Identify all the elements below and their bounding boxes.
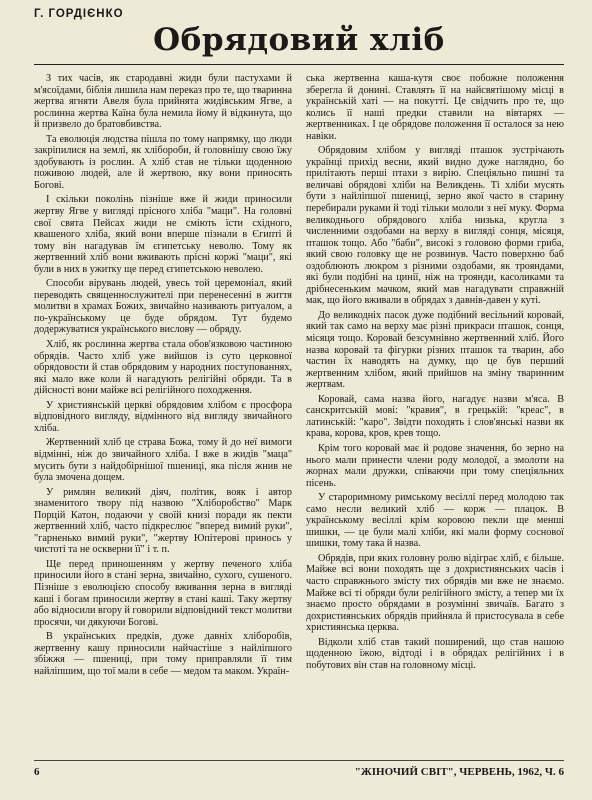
- paragraph: У староримному римському весіллі перед молодою так само несли великий хліб — корж — плацок. В українському весіллі крім коровою пекли ще менші шишки, — це були малі хліби, які мали форму соснової шишки, тому така й назва.: [306, 492, 564, 550]
- paragraph: Способи вірувань людей, увесь той церемоніал, який переводять священнослужителі при перенесенні в життя молитви в храмах Божих, звичайно називають ритуалом, а по-українському це буде обрядом. Тут будемо додержуватися українського вислову — обряду.: [34, 278, 292, 336]
- paragraph: До великодніх пасок дуже подібний весільний коровай, який так само на верху має різні прикраси пташок, сонця, місяця тощо. Коровай безсумнівно жертвенний хліб. Його назва коровай та фігурки різних пташок та тварин, або частин їх наводять на думку, що це був перший жертвенним хлібом, який прийшов на зміну тваринним жертвам.: [306, 309, 564, 391]
- paragraph: Коровай, сама назва його, нагадує назви м'яса. В санскритській мові: "кравия", в грецькій: "креас", в латинській: "каро". Звідти походять і слов'янські назви як крава, корова, кров, крев тощо.: [306, 393, 564, 440]
- footer-rule: [34, 760, 564, 761]
- paragraph: У римлян великий діяч, політик, вояк і автор знаменитого твору під назвою "Хліборобство" Марк Порцій Катон, подаючи у своїй книзі поради як пекти жертвенний хліб, часто підкреслює "вперед вимий руки", "гарненько вимий руки", "жертву Юпітерові принось у чистоті та не оскверни її" і т. п.: [34, 486, 292, 556]
- author-name: Г. ГОРДІЄНКО: [34, 8, 124, 20]
- journal-credit: "ЖІНОЧИЙ СВІТ", ЧЕРВЕНЬ, 1962, Ч. 6: [354, 766, 564, 778]
- right-column: [306, 73, 564, 674]
- paragraph: Відколи хліб став такий поширений, що став нашою щоденною їжою, відтоді і в обрядах релігійних і в побутових він став на головному місці.: [306, 636, 564, 671]
- paragraph: Хліб, як рослинна жертва стала обов'язковою частиною обрядів. Часто хліб уже вийшов із суто церковної обрядовости й став обрядовим у народних поступованнях, які мало вже коли й нагадують релігійні обряди. Та в дійсності вони майже всі релігійного походження.: [34, 339, 292, 397]
- paragraph: Крім того коровай має й родове значення, бо зерно на нього мали принести члени роду молодої, а змолоти на жорнах мали дружки, співаючи при тому спеціяльних пісень.: [306, 442, 564, 489]
- paragraph: Ще перед приношенням у жертву печеного хліба приносили його в стані зерна, звичайно, сухого, сушеного. Пізніше з еволюцією способу вживання зерна в вигляді каші і богам приносили жертву в стані каші. Таку жертву або відносили вгору й говорили відповідний текст молитви просячи, чи дякуючи Богові.: [34, 558, 292, 628]
- title-rule: [34, 64, 564, 65]
- paragraph: Та еволюція людства пішла по тому напрямку, що люди закріпилися на землі, як хлібороби, й головнішу свою їжу здобувають із рослин. А хліб став не тільки щоденною поживою людей, але й жертвою, яку вони приносять Богові.: [34, 133, 292, 191]
- left-column: [34, 73, 292, 680]
- paragraph: Жертвенний хліб це страва Божа, тому й до неї вимоги відмінні, ніж до звичайного хліба. І вже в жидів "маца" мусить бути з найдобірнішої пшениці, яка після жнив не була змочена дощем.: [34, 437, 292, 484]
- paragraph: ська жертвенна каша-кутя своє побожне положення зберегла й донині. Ставлять її на найсвятішому місці в українській хаті — на покутті. Це свідчить про те, що колись її наші предки ставили на вівтарях — жертвенниках. І це обрядове положення її осталося за нею навіки.: [306, 73, 564, 142]
- paragraph: У християнській церкві обрядовим хлібом є просфора відповідного вигляду, відмінного від вигляду звичайного хліба.: [34, 399, 292, 434]
- paragraph: Обрядовим хлібом у вигляді пташок зустрічають українці прихід весни, який видно дуже наглядно, бо прилітають перші птахи з вирію. Спеціяльно пишні та величаві обрядові хліби на Великдень. Ті хліби мусять бути з найліпшої пшениці, зерно якої часто в старину перебирали руками й тоді тільки мололи з неї муку. Форма великоднього обрядового хліба низька, кругла з численними оздобами на верху в вигляді сонця, місяця, пташок тощо. Або "баби", високі з головою форми гриба, який свою головку ще не розвинув. Часто поверхню баб оздоблюють люкром з різними оздобами, як трояндами, які були подібні на цинії, ніж на троянди, касоликами та дрібнесеньким мачком, який мав нагадувати справжній мак, що його вживали в обрядах з давнів-давен у куті.: [306, 145, 564, 307]
- paragraph: Обрядів, при яких головну ролю відіграє хліб, є більше. Майже всі вони походять ще з дохристиянських часів і часто справжнього змісту тих обрядів ми вже не знаємо. Майже всі ті обряди були релігійного змісту, а тепер ми їх знаємо просто обрядами в розумінні звичаїв. Багато з дохристиянських обрядів прийняла й пристосувала в себе християнська церква.: [306, 552, 564, 634]
- paragraph: В українських предків, дуже давніх хліборобів, жертвенну кашу приносили найчастіше з найліпшого збіжжя — пшениці, при тому приправляли її тим найліпшим, що тої мали в себе — медом та маком. Україн-: [34, 631, 292, 677]
- paragraph: З тих часів, як стародавні жиди були пастухами й м'ясоїдами, біблія лишила нам переказ про те, що тваринна жертва ягняти Авеля була прийнята жидівським Ягве, а рослинна жертва Каїна була немила йому й відкинута, що й призвело до братовбивства.: [34, 73, 292, 131]
- page-number: 6: [34, 766, 40, 778]
- article-title: Обрядовий хліб: [153, 22, 445, 58]
- paragraph: І скільки поколінь пізніше вже й жиди приносили жертву Ягве у вигляді прісного хліба "маци". На головні свої свята Пейсах жиди не сміють їсти східного, квашеного хліба, який вони вперше пізнали в Єгипті й тому він нагадував їм єгипетську неволю. Тому як жертвенний хліб вони вживають прісні коржі "маци", які були в них в ужитку ще перед єгипетською неволею.: [34, 194, 292, 275]
